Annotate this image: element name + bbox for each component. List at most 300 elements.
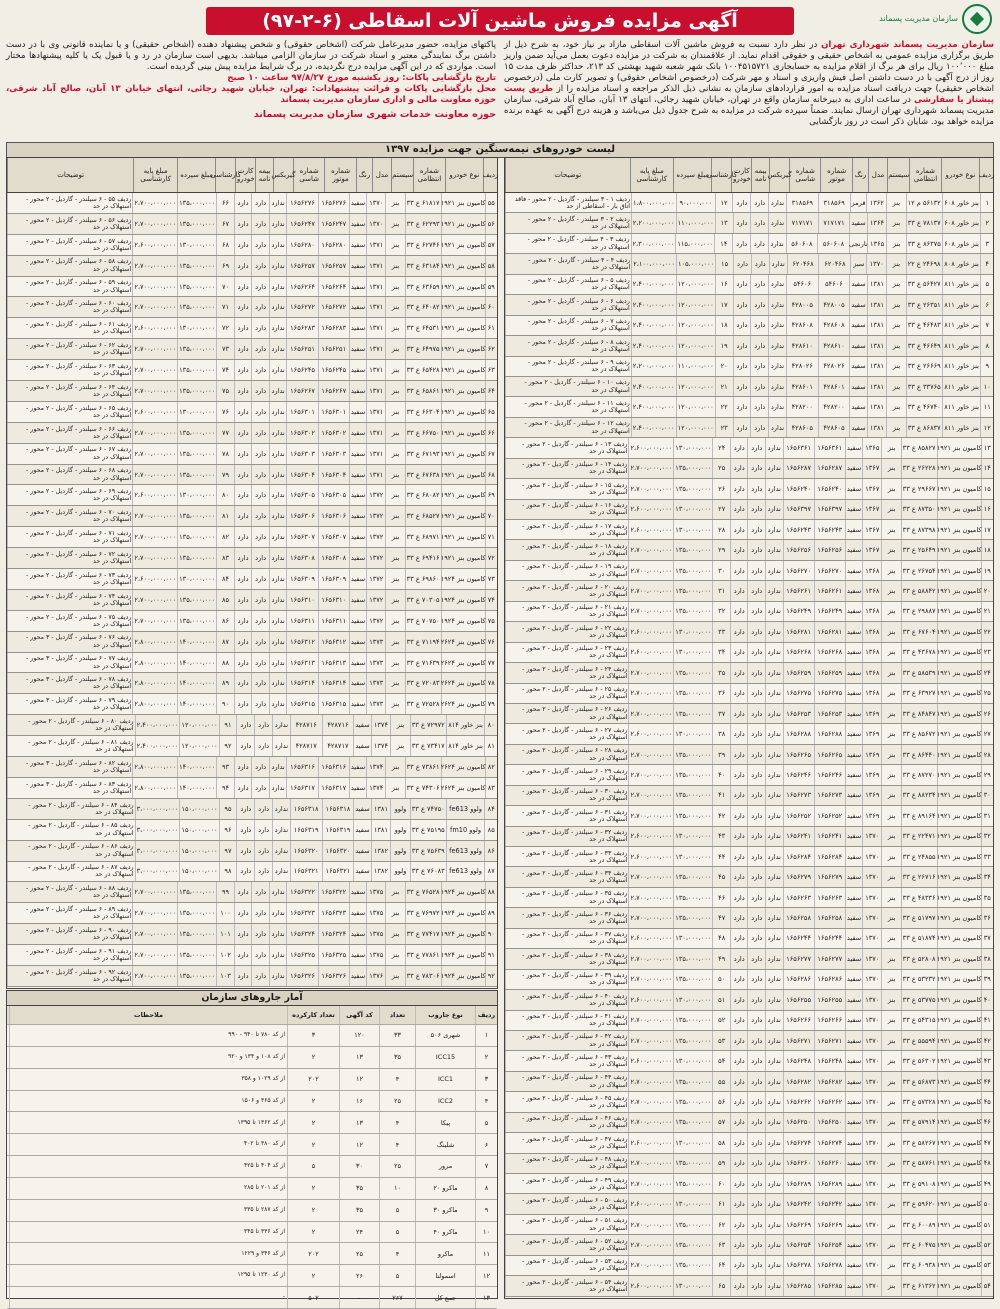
table-cell: دارد bbox=[730, 929, 748, 948]
table-cell: سفید bbox=[845, 1092, 862, 1111]
table-cell: ۵۱ bbox=[981, 1215, 993, 1234]
table-cell: ۴۲۸۲۰۰ bbox=[786, 397, 818, 416]
table-cell: سفید bbox=[849, 377, 866, 396]
table-cell: دارد bbox=[234, 632, 252, 652]
table-cell: بنز bbox=[881, 684, 900, 703]
table-cell: دارد bbox=[730, 847, 748, 866]
table-cell: دارد bbox=[747, 622, 765, 641]
table-cell: ۶۹۸۶۰ ع ۳۳ bbox=[405, 569, 441, 589]
table-cell: ولوو fm10 bbox=[446, 820, 485, 840]
table-cell: ۱۳۷۰ bbox=[862, 1194, 881, 1213]
table-cell: سفید bbox=[845, 867, 862, 886]
table-cell: ۱۶۵۶۳۰۱ bbox=[286, 402, 317, 422]
table-cell: دارد bbox=[236, 799, 254, 819]
stats-cell: ۳ bbox=[287, 1025, 339, 1046]
table-cell: ۲،۴۰۰،۰۰۰،۰۰۰ bbox=[631, 295, 676, 314]
table-cell: ۱۶۵۶۲۶۱ bbox=[783, 581, 814, 600]
table-cell: ۴۲۸۰۲۶ bbox=[818, 357, 850, 376]
table-cell: ۱۳۷۵ bbox=[366, 924, 385, 944]
table-cell: ندارد bbox=[269, 590, 287, 610]
table-cell: ندارد bbox=[269, 256, 287, 276]
table-cell: ۴۲۸۶۰۱ bbox=[786, 377, 818, 396]
table-cell: ۵۳۲۳۲ ع ۳۳ bbox=[901, 970, 937, 989]
table-cell: کامیون بنز ۱۹۲۱ bbox=[441, 297, 485, 317]
table-cell: ۱۳۷۰ bbox=[862, 1072, 881, 1091]
table-cell: کامیون بنز ۱۹۲۱ bbox=[937, 684, 981, 703]
table-cell: ۱۰ bbox=[980, 377, 993, 396]
table-cell: ۵۳ bbox=[712, 1031, 730, 1050]
table-cell: دارد bbox=[733, 295, 751, 314]
table-cell: ۱۳۶۸ bbox=[862, 663, 881, 682]
table-cell: ۵۸۲۶۷ ع ۳۳ bbox=[901, 1133, 937, 1152]
table-cell: ۴۲ bbox=[712, 806, 730, 825]
table-cell: دارد bbox=[254, 841, 272, 861]
table-cell: دارد bbox=[251, 381, 269, 401]
table-cell: ۶۷۶۰۴ ع ۳۳ bbox=[901, 622, 937, 641]
table-row bbox=[505, 418, 993, 438]
table-cell: ۱۳۰،۰۰۰،۰۰۰ bbox=[673, 643, 712, 662]
table-cell: ۱۶۵۶۲۷۷ bbox=[814, 949, 845, 968]
table-cell: سفید bbox=[349, 778, 366, 798]
table-cell: ۱۶۵۶۲۸۹ bbox=[814, 1174, 845, 1193]
table-cell: سفید bbox=[845, 949, 862, 968]
table-cell: دارد bbox=[747, 459, 765, 478]
table-cell: ۱۶۵۶۳۰۵ bbox=[318, 485, 349, 505]
table-cell: ۱۶۵۶۲۷۸ bbox=[783, 1256, 814, 1275]
table-cell: ۵۶۱۳۲ م ۱۲ bbox=[906, 193, 942, 212]
table-cell: دارد bbox=[747, 888, 765, 907]
table-cell: ۱۶۵۶۲۴۳ bbox=[814, 520, 845, 539]
table-cell: ۱۳۶۹ bbox=[862, 765, 881, 784]
table-cell: ۱۳۵،۰۰۰،۰۰۰ bbox=[673, 684, 712, 703]
table-cell: دارد bbox=[730, 1256, 748, 1275]
table-cell: ندارد bbox=[765, 724, 783, 743]
table-cell: سفید bbox=[349, 402, 366, 422]
table-cell: ۱۳۵،۰۰۰،۰۰۰ bbox=[177, 423, 216, 443]
table-cell: ۱۳۶۹ bbox=[862, 786, 881, 805]
table-cell: نارنجی bbox=[849, 234, 867, 253]
table-row bbox=[505, 295, 993, 315]
table-cell: ردیف ۸۶ - ۶ سیلندر - گاردیل - ۲ محور - استهلاک در حد bbox=[7, 841, 135, 861]
table-cell: ۲۲ bbox=[981, 622, 993, 641]
table-cell: ۱۳۷۳ bbox=[366, 632, 385, 652]
table-cell: کامیون بنز ۱۹۲۱ bbox=[937, 1256, 981, 1275]
table-cell: ۱۳۷۰ bbox=[862, 1011, 881, 1030]
stats-cell: ۲ bbox=[287, 1265, 339, 1286]
table-cell: ۱۶۵۶۲۵۳ bbox=[783, 704, 814, 723]
stats-cell: ۵ bbox=[379, 1222, 415, 1243]
table-cell: دارد bbox=[730, 765, 748, 784]
stats-cell: ۹ bbox=[475, 1200, 497, 1221]
table-cell: ۲۹۸۸۷ ع ۳۳ bbox=[901, 602, 937, 621]
table-cell: کامیون بنز ۱۹۲۱ bbox=[937, 438, 981, 457]
table-cell: سفید bbox=[845, 704, 862, 723]
table-cell: دارد bbox=[251, 423, 269, 443]
table-cell: ۴۶۷۴۰ ع ۳۳ bbox=[906, 397, 942, 416]
table-row bbox=[7, 966, 497, 987]
table-cell: ۱۶۵۶۳۶۱ bbox=[783, 438, 814, 457]
table-cell: ۱۸ bbox=[715, 316, 733, 335]
table-cell: ۱۳۵،۰۰۰،۰۰۰ bbox=[673, 1011, 712, 1030]
stats-cell: - bbox=[339, 1287, 379, 1308]
table-cell: ۱۶۵۶۳۱۳ bbox=[286, 653, 317, 673]
table-cell: ۱۳۷۱ bbox=[366, 402, 385, 422]
table-cell: ۵۶ bbox=[712, 1092, 730, 1111]
table-cell: ۹۹ bbox=[216, 882, 234, 902]
table-cell: ۱۶۵۶۲۸۲ bbox=[814, 1072, 845, 1091]
table-cell: بنز bbox=[390, 736, 410, 756]
table-cell: ندارد bbox=[272, 820, 290, 840]
table-cell: بنز خاور ۸۱۱ bbox=[942, 316, 981, 335]
table-cell: ۱۶۵۶۳۱۲ bbox=[286, 632, 317, 652]
table-cell: ۲،۸۰۰،۰۰۰،۰۰۰ bbox=[132, 632, 177, 652]
table-cell: ۱۳۵،۰۰۰،۰۰۰ bbox=[673, 1113, 712, 1132]
table-cell: ۵۶۰۶۰۸ bbox=[817, 234, 849, 253]
table-cell: دارد bbox=[234, 423, 252, 443]
table-cell: ۱۳۵،۰۰۰،۰۰۰ bbox=[673, 581, 712, 600]
table-row bbox=[7, 653, 497, 674]
table-cell: ۱۶۵۶۲۴۵ bbox=[286, 360, 317, 380]
table-cell: ۳۴ bbox=[712, 643, 730, 662]
table-cell: بنز bbox=[881, 1051, 900, 1070]
table-cell: ۱۶۵۶۲۷۱ bbox=[783, 1031, 814, 1050]
table-cell: ۱۶۵۶۳۰۴ bbox=[318, 465, 349, 485]
table-cell: ۱۳۶۸ bbox=[862, 602, 881, 621]
table-cell: ۳۶ bbox=[981, 908, 993, 927]
table-cell: ۱۶۵۶۲۴۳ bbox=[783, 520, 814, 539]
table-cell: سفید bbox=[349, 632, 366, 652]
stats-cell: مرور bbox=[415, 1156, 475, 1177]
table-cell: بنز bbox=[385, 402, 404, 422]
table-cell: بنز bbox=[881, 581, 900, 600]
table-cell: ندارد bbox=[269, 611, 287, 631]
table-cell: بنز bbox=[385, 694, 404, 714]
table-cell: ردیف ۷۴ - ۶ سیلندر - گاردیل - ۲ محور - استهلاک در حد bbox=[7, 590, 132, 610]
table-cell: ۲،۴۰۰،۰۰۰،۰۰۰ bbox=[631, 418, 676, 437]
table-cell: ۱ bbox=[980, 193, 993, 212]
table-cell: ۳۳۷۶۵ ع ۳۳ bbox=[906, 377, 942, 396]
table-cell: ۲،۷۰۰،۰۰۰،۰۰۰ bbox=[628, 765, 673, 784]
table-cell: ۱۲۰،۰۰۰،۰۰۰ bbox=[676, 275, 715, 294]
table-cell: ردیف ۷۱ - ۶ سیلندر - گاردیل - ۲ محور - استهلاک در حد bbox=[7, 527, 132, 547]
table-cell: ۲،۸۰۰،۰۰۰،۰۰۰ bbox=[132, 694, 177, 714]
table-cell: سفید bbox=[349, 757, 366, 777]
table-cell: ۸۱ bbox=[484, 736, 497, 756]
table-cell: ۸۸ bbox=[216, 653, 234, 673]
table-cell: ۱۳۷۱ bbox=[366, 339, 385, 359]
stats-cell: ۳۵ bbox=[379, 1047, 415, 1068]
table-cell: کامیون بنز ۱۹۲۴ bbox=[441, 569, 485, 589]
table-cell: کامیون بنز ۱۹۲۱ bbox=[441, 423, 485, 443]
table-cell: ۲۱ bbox=[981, 602, 993, 621]
table-cell: ۱۳۶۹ bbox=[862, 745, 881, 764]
table-cell: دارد bbox=[236, 736, 254, 756]
table-cell: ۵۶۴۲۷ ع ۳۳ bbox=[906, 275, 942, 294]
table-cell: ۴۶۶۴۹ ع ۳۳ bbox=[906, 336, 942, 355]
table-cell: ۷۱ bbox=[216, 297, 234, 317]
table-cell: دارد bbox=[730, 1031, 748, 1050]
table-cell: ۱۶۵۶۳۱۴ bbox=[318, 673, 349, 693]
table-cell: ردیف ۹۰ - ۶ سیلندر - گاردیل - ۲ محور - استهلاک در حد bbox=[7, 924, 132, 944]
table-cell: دارد bbox=[730, 684, 748, 703]
table-cell: ۲،۷۰۰،۰۰۰،۰۰۰ bbox=[628, 581, 673, 600]
table-cell: بنز bbox=[881, 1215, 900, 1234]
table-cell: ۲،۷۰۰،۰۰۰،۰۰۰ bbox=[628, 684, 673, 703]
stats-cell: ۱۲ bbox=[339, 1069, 379, 1090]
table-cell: ردیف ۴۲ - ۶ سیلندر - گاردیل - ۲ محور - استهلاک در حد bbox=[505, 1031, 628, 1050]
table-cell: ردیف ۶۸ - ۶ سیلندر - گاردیل - ۲ محور - استهلاک در حد bbox=[7, 465, 132, 485]
table-cell: ۲،۷۰۰،۰۰۰،۰۰۰ bbox=[628, 1154, 673, 1173]
table-cell: ولوو fe613 bbox=[446, 862, 485, 882]
table-row bbox=[7, 214, 497, 235]
table-cell: ۳۱ bbox=[981, 806, 993, 825]
table-cell: دارد bbox=[254, 736, 272, 756]
table-cell: کامیون بنز ۱۹۲۱ bbox=[937, 581, 981, 600]
table-cell: دارد bbox=[251, 903, 269, 923]
table-cell: ۱۳۸۱ bbox=[867, 295, 887, 314]
table-cell: ۱۳۷۰ bbox=[862, 949, 881, 968]
table-cell: ۲،۷۰۰،۰۰۰،۰۰۰ bbox=[628, 786, 673, 805]
table-cell: ردیف ۱۱ - ۶ سیلندر - گاردیل - ۲ محور - استهلاک در حد bbox=[505, 397, 631, 416]
table-cell: ردیف ۶۰ - ۶ سیلندر - گاردیل - ۲ محور - استهلاک در حد bbox=[7, 297, 132, 317]
table-cell: ۹۶ bbox=[219, 820, 237, 840]
table-cell: ۴۶۴۸۳ ع ۳۳ bbox=[906, 316, 942, 335]
stats-cell: ۵ bbox=[475, 1112, 497, 1133]
table-cell: ۱۶۵۶۲۵۶ bbox=[783, 540, 814, 559]
table-cell: دارد bbox=[236, 862, 254, 882]
table-cell: ۷۲۰۸۳ ع ۳۳ bbox=[405, 673, 441, 693]
table-cell: ۱۴ bbox=[981, 459, 993, 478]
table-cell: ۲۶۷۱۶ ع ۳۳ bbox=[901, 867, 937, 886]
table-cell: ۷۶۵۲۸ ع ۳۳ bbox=[405, 882, 441, 902]
table-cell: ۱۳۵،۰۰۰،۰۰۰ bbox=[673, 908, 712, 927]
table-cell: ۱۳۷۰ bbox=[862, 1092, 881, 1111]
table-cell: بنز bbox=[886, 254, 906, 273]
table-cell: دارد bbox=[747, 581, 765, 600]
table-cell: ۲۲ bbox=[715, 397, 733, 416]
table-cell: بنز bbox=[881, 1113, 900, 1132]
table-cell: ولوو fe613 bbox=[446, 841, 485, 861]
table-cell: ۱۳۰،۰۰۰،۰۰۰ bbox=[177, 485, 216, 505]
table-cell: ۲،۷۰۰،۰۰۰،۰۰۰ bbox=[132, 381, 177, 401]
table-cell: بنز bbox=[886, 316, 906, 335]
table-cell: ۶۲ bbox=[712, 1215, 730, 1234]
column-header: رنگ bbox=[852, 158, 868, 192]
table-cell: ۱۶۵۶۲۷۰ bbox=[814, 561, 845, 580]
table-cell: کامیون بنز ۱۹۲۱ bbox=[937, 724, 981, 743]
stats-cell: ۳۰ bbox=[339, 1156, 379, 1177]
table-cell: ۶۵ bbox=[712, 1276, 730, 1295]
table-cell: ۲۸ bbox=[712, 520, 730, 539]
table-cell: سفید bbox=[349, 235, 366, 255]
table-cell: ندارد bbox=[768, 193, 786, 212]
table-cell: ۸۷ bbox=[484, 862, 497, 882]
stats-cell: ۶ bbox=[475, 1134, 497, 1155]
table-cell: دارد bbox=[733, 357, 751, 376]
table-cell: دارد bbox=[730, 1133, 748, 1152]
table-row bbox=[505, 397, 993, 417]
table-cell: ۱۶۵۶۳۱۳ bbox=[318, 653, 349, 673]
table-cell: ۱۳ bbox=[715, 213, 733, 232]
table-cell: ۱۳۵،۰۰۰،۰۰۰ bbox=[673, 786, 712, 805]
table-cell: ۸۶ bbox=[484, 841, 497, 861]
table-cell: ۱۶۵۶۲۷۲ bbox=[318, 297, 349, 317]
stats-cell: از کد ۲۸۷ تا ۳۳۵ bbox=[9, 1200, 287, 1221]
table-cell: ۴۳ bbox=[981, 1051, 993, 1070]
table-cell: سفید bbox=[349, 339, 366, 359]
table-cell: ندارد bbox=[765, 867, 783, 886]
table-cell: ۵۴۳۱۵ ع ۳۳ bbox=[901, 1011, 937, 1030]
table-cell: بنز bbox=[886, 295, 906, 314]
table-cell: ۱۷ bbox=[981, 520, 993, 539]
table-cell: کامیون بنز ۲۶۲۴ bbox=[441, 694, 485, 714]
table-cell: ۷۶ bbox=[485, 632, 497, 652]
stats-cell: از کد ۳۴۶ و ۱۲۲۹ bbox=[9, 1243, 287, 1264]
stats-cell: از کد ۳۸۰ تا ۴۰۲ bbox=[9, 1134, 287, 1155]
column-header: سیستم bbox=[391, 158, 413, 192]
table-row bbox=[505, 847, 993, 867]
table-cell: ۵۳ bbox=[981, 1256, 993, 1275]
table-cell: ۱۲۰،۰۰۰،۰۰۰ bbox=[676, 377, 715, 396]
table-cell: ۱۳۵،۰۰۰،۰۰۰ bbox=[673, 1031, 712, 1050]
table-cell: ردیف ۲۲ - ۶ سیلندر - گاردیل - ۲ محور - استهلاک در حد bbox=[505, 622, 628, 641]
table-cell: ۱۳۰،۰۰۰،۰۰۰ bbox=[673, 1051, 712, 1070]
table-cell: ۲،۷۰۰،۰۰۰،۰۰۰ bbox=[132, 360, 177, 380]
table-cell: ۱۲۰،۰۰۰،۰۰۰ bbox=[676, 316, 715, 335]
table-cell: ۱۶۵۶۲۵۹ bbox=[783, 663, 814, 682]
table-cell: بنز bbox=[385, 548, 404, 568]
table-row bbox=[505, 275, 993, 295]
table-cell: کامیون بنز ۱۹۲۴ bbox=[441, 611, 485, 631]
table-cell: سفید bbox=[845, 990, 862, 1009]
table-cell: ۱۳۵،۰۰۰،۰۰۰ bbox=[673, 1154, 712, 1173]
table-cell: کامیون بنز ۱۹۲۱ bbox=[441, 381, 485, 401]
table-cell: ندارد bbox=[765, 643, 783, 662]
table-cell: سفید bbox=[845, 1011, 862, 1030]
table-cell: ۱۳۷۰ bbox=[862, 1215, 881, 1234]
table-cell: دارد bbox=[747, 684, 765, 703]
table-cell: ۷۴۷۵۰ ع ۳۳ bbox=[410, 799, 446, 819]
table-cell: ۲،۶۰۰،۰۰۰،۰۰۰ bbox=[628, 520, 673, 539]
table-cell: سفید bbox=[845, 1194, 862, 1213]
table-cell: ندارد bbox=[765, 1133, 783, 1152]
table-cell: بنز bbox=[385, 590, 404, 610]
table-cell: کامیون بنز ۱۹۲۱ bbox=[441, 256, 485, 276]
table-cell: ۶۴۰۸۲ ع ۳۳ bbox=[405, 297, 441, 317]
table-cell: ندارد bbox=[765, 1011, 783, 1030]
stats-column-header: ملاحظات bbox=[9, 1006, 287, 1024]
column-header: سیستم bbox=[887, 158, 909, 192]
table-cell: ۶۳۶۵۹ ع ۳۳ bbox=[405, 277, 441, 297]
table-cell: ندارد bbox=[269, 653, 287, 673]
table-cell: دارد bbox=[747, 1235, 765, 1254]
table-cell: ندارد bbox=[765, 888, 783, 907]
table-cell: ۶۲۰۴۶۸ bbox=[818, 254, 850, 273]
column-header: کارت خودرو bbox=[731, 158, 751, 192]
column-header: ردیف bbox=[979, 158, 993, 192]
table-cell: ۱۳۷۱ bbox=[366, 381, 385, 401]
table-cell: ۱۳۵،۰۰۰،۰۰۰ bbox=[177, 924, 216, 944]
table-cell: ۲،۶۰۰،۰۰۰،۰۰۰ bbox=[132, 485, 177, 505]
table-cell: ۵۶ bbox=[485, 214, 497, 234]
table-cell: کامیون بنز ۱۹۲۱ bbox=[937, 459, 981, 478]
table-cell: ۲۰ bbox=[715, 357, 733, 376]
stats-row bbox=[7, 1200, 497, 1222]
table-cell: ۵۴۶۰۶ bbox=[786, 275, 818, 294]
table-row bbox=[505, 1194, 993, 1214]
table-cell: کامیون بنز ۱۹۲۴ bbox=[441, 924, 485, 944]
table-cell: ۱۳۰،۰۰۰،۰۰۰ bbox=[673, 438, 712, 457]
table-cell: ۱۶۵۶۲۶۵ bbox=[814, 745, 845, 764]
table-cell: ۹۴ bbox=[216, 778, 234, 798]
table-cell: ۱۳۷۱ bbox=[366, 444, 385, 464]
table-cell: ۱۶۵۶۲۶۵ bbox=[783, 745, 814, 764]
table-cell: ۱۳۵،۰۰۰،۰۰۰ bbox=[673, 1215, 712, 1234]
table-cell: سفید bbox=[845, 745, 862, 764]
table-cell: ۲،۷۰۰،۰۰۰،۰۰۰ bbox=[132, 590, 177, 610]
table-cell: کامیون بنز ۱۹۲۱ bbox=[937, 888, 981, 907]
table-cell: دارد bbox=[251, 694, 269, 714]
table-row bbox=[7, 465, 497, 486]
table-row bbox=[7, 423, 497, 444]
table-cell: ۶۴ bbox=[485, 381, 497, 401]
table-cell: ولوو bbox=[390, 820, 410, 840]
table-cell: ۱۳۰،۰۰۰،۰۰۰ bbox=[673, 990, 712, 1009]
table-cell: بنز bbox=[385, 485, 404, 505]
table-cell: ۲،۷۰۰،۰۰۰،۰۰۰ bbox=[132, 256, 177, 276]
table-cell: ۲۳ bbox=[715, 418, 733, 437]
table-cell: ۸۰ bbox=[484, 715, 497, 735]
stats-cell: ۲۵ bbox=[379, 1091, 415, 1112]
table-row bbox=[505, 1031, 993, 1051]
table-cell: ۷۸ bbox=[216, 444, 234, 464]
table-cell: ۶۶ bbox=[485, 423, 497, 443]
table-cell: ۱۲۰،۰۰۰،۰۰۰ bbox=[179, 736, 218, 756]
stats-cell: ۲ bbox=[287, 1134, 339, 1155]
table-cell: سفید bbox=[845, 1154, 862, 1173]
table-cell: ۲،۷۰۰،۰۰۰،۰۰۰ bbox=[132, 882, 177, 902]
table-cell: ۱۶۵۶۲۴۷ bbox=[318, 214, 349, 234]
table-cell: ۱۳۵،۰۰۰،۰۰۰ bbox=[177, 381, 216, 401]
table-cell: ۱۶۵۶۲۷۹ bbox=[814, 867, 845, 886]
table-cell: بنز bbox=[881, 867, 900, 886]
table-cell: دارد bbox=[747, 1215, 765, 1234]
table-cell: ۵۴ bbox=[712, 1051, 730, 1070]
table-cell: ندارد bbox=[765, 561, 783, 580]
column-header: بیمه نامه bbox=[255, 158, 273, 192]
table-cell: ۱۳۶۸ bbox=[862, 581, 881, 600]
table-cell: بنز خاور ۸۱۱ bbox=[942, 418, 981, 437]
table-cell: ۱۶۵۶۲۸۴ bbox=[814, 847, 845, 866]
table-cell: دارد bbox=[234, 653, 252, 673]
opening-date: تاریخ بازگشایی پاکات: روز یکشنبه مورخ ۹۷/۸/۲۷ ساعت ۱۰ صبح bbox=[227, 73, 496, 83]
stats-cell: ۲۶ bbox=[339, 1265, 379, 1286]
table-cell: ۴۸۳۳۶ ع ۳۳ bbox=[901, 888, 937, 907]
opening-place: محل بازگشایی پاکات و قرائت پیشنهادات: تهران، خیابان شهید رجائی، انتهای خیابان ۱۳ آبان، صالح آباد شرقی، حوزه معاونت مالی و اداری سازمان مدیریت پسماند bbox=[6, 84, 496, 105]
table-cell: دارد bbox=[747, 479, 765, 498]
table-cell: سفید bbox=[349, 360, 366, 380]
table-cell: دارد bbox=[750, 357, 768, 376]
table-cell: سفید bbox=[845, 1113, 862, 1132]
table-cell: ۹ bbox=[980, 357, 993, 376]
table-cell: ندارد bbox=[765, 745, 783, 764]
table-cell: ۱۳۷۵ bbox=[366, 882, 385, 902]
table-cell: ۱۶۵۶۲۸۴ bbox=[783, 847, 814, 866]
table-cell: ۱۶۵۶۳۱۵ bbox=[318, 694, 349, 714]
table-cell: سفید bbox=[845, 1051, 862, 1070]
table-cell: ولوو fe613 bbox=[446, 799, 485, 819]
table-cell: ۱۶۵۶۲۷۱ bbox=[814, 1031, 845, 1050]
